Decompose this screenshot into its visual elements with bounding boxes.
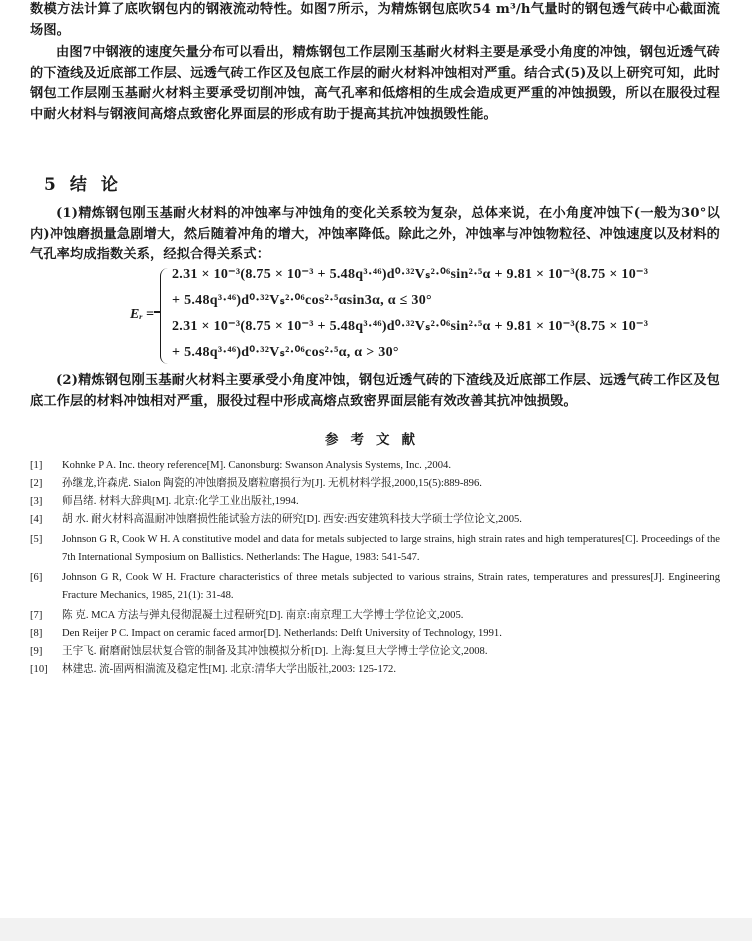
conclusion-item-1-text: (1)精炼钢包刚玉基耐火材料的冲蚀率与冲蚀角的变化关系较为复杂，总体来说，在小角度冲蚀下(一般为30°以内)冲蚀磨损量急剧增大，然后随着冲角的增大，冲蚀率降低。除此之外，冲蚀率与冲蚀物粒径、冲蚀速度以及材料的气孔率均成指数关系，经拟合得关系式： [30, 206, 720, 262]
conclusion-item-1 [30, 204, 720, 266]
erosion-rate-formula [118, 264, 718, 370]
reference-text: 陈 克. MCA 方法与弹丸侵彻混凝土过程研究[D]. 南京:南京理工大学博士学位论文,2005. [62, 610, 464, 621]
formula-brace-tip [154, 311, 161, 313]
conclusion-item-2-text: (2)精炼钢包刚玉基耐火材料主要承受小角度冲蚀，钢包近透气砖的下渣线及近底部工作层、远透气砖工作区及包底工作层的材料冲蚀相对严重，服役过程中形成高熔点致密界面层能有效改善其抗冲蚀损毁。 [30, 373, 720, 409]
reference-text: Johnson G R, Cook W H. A constitutive model and data for metals subjected to large strains, high strain rates and high temperatures[C]. Proceedings of the 7th International Symposium on Ballistics. Netherlands: The Hague, 1983: 541-547. [62, 534, 720, 563]
references-heading: 参考文献 [325, 432, 427, 448]
reference-item [30, 475, 720, 493]
reference-item [30, 661, 720, 679]
reference-item [30, 625, 720, 643]
reference-item [30, 531, 720, 567]
reference-text: 胡 水. 耐火材料高温耐冲蚀磨损性能试验方法的研究[D]. 西安:西安建筑科技大学硕士学位论文,2005. [62, 514, 522, 525]
reference-list [30, 457, 720, 679]
reference-text: 王宇飞. 耐磨耐蚀层状复合管的制备及其冲蚀模拟分析[D]. 上海:复旦大学博士学位论文,2008. [62, 646, 488, 657]
reference-number: [6] [30, 572, 43, 583]
body-paragraph-2 [30, 43, 720, 125]
formula-line-2: + 5.48q³·⁴⁶)d⁰·³²Vₛ²·⁰⁶cos²·⁵αsin3α, α ≤ 30° [172, 293, 432, 308]
section-number: 5 [44, 175, 56, 195]
reference-text: 孙继龙,许森虎. Sialon 陶瓷的冲蚀磨损及磨粒磨损行为[J]. 无机材料学报,2000,15(5):889-896. [62, 478, 482, 489]
reference-text: 师昌绪. 材料大辞典[M]. 北京:化学工业出版社,1994. [62, 496, 299, 507]
body-paragraph-1: 数模方法计算了底吹钢包内的钢液流动特性。如图7所示，为精炼钢包底吹54 m³/h气量时的钢包透气砖中心截面流场图。 [30, 2, 720, 38]
conclusion-item-2 [30, 371, 720, 412]
reference-number: [8] [30, 628, 43, 639]
formula-line-3: 2.31 × 10⁻³(8.75 × 10⁻³ + 5.48q³·⁴⁶)d⁰·³²Vₛ²·⁰⁶sin²·⁵α + 9.81 × 10⁻³(8.75 × 10⁻³ [172, 319, 649, 334]
page-footer-band [0, 918, 752, 941]
reference-number: [3] [30, 496, 43, 507]
reference-number: [10] [30, 664, 48, 675]
reference-item [30, 457, 720, 475]
reference-item [30, 511, 720, 529]
reference-number: [1] [30, 460, 43, 471]
reference-item [30, 569, 720, 605]
reference-item [30, 607, 720, 625]
reference-text: Johnson G R, Cook W H. Fracture characteristics of three metals subjected to various strains, Strain rates, temperatures and pressures[J]. Engineering Fracture Mechanics, 1985, 21(1): 31-48. [62, 572, 720, 601]
section-title: 结论 [69, 175, 132, 195]
reference-item [30, 643, 720, 661]
reference-text: Kohnke P A. Inc. theory reference[M]. Canonsburg: Swanson Analysis Systems, Inc. ,2004. [62, 460, 451, 471]
reference-number: [7] [30, 610, 43, 621]
reference-number: [5] [30, 534, 43, 545]
formula-lhs: Eᵣ = [130, 307, 154, 322]
reference-text: 林建忠. 流-固两相湍流及稳定性[M]. 北京:清华大学出版社,2003: 125-172. [62, 664, 396, 675]
body-paragraph-2-text: 由图7中钢液的速度矢量分布可以看出，精炼钢包工作层刚玉基耐火材料主要是承受小角度的冲蚀，钢包近透气砖的下渣线及近底部工作层、远透气砖工作区及包底工作层的耐火材料冲蚀相对严重。结合式(5)及以上研究可知，此时钢包工作层刚玉基耐火材料主要承受切削冲蚀，高气孔率和低熔相的生成会造成更严重的冲蚀损毁，所以在服役过程中耐火材料与钢液间高熔点致密化界面层的形成有助于提高其抗冲蚀损毁性能。 [30, 45, 720, 122]
formula-line-4: + 5.48q³·⁴⁶)d⁰·³²Vₛ²·⁰⁶cos²·⁵α, α > 30° [172, 345, 399, 360]
reference-number: [4] [30, 514, 43, 525]
reference-item [30, 493, 720, 511]
formula-line-1: 2.31 × 10⁻³(8.75 × 10⁻³ + 5.48q³·⁴⁶)d⁰·³²Vₛ²·⁰⁶sin²·⁵α + 9.81 × 10⁻³(8.75 × 10⁻³ [172, 267, 649, 282]
section-heading [44, 170, 132, 195]
reference-text: Den Reijer P C. Impact on ceramic faced armor[D]. Netherlands: Delft University of Technology, 1991. [62, 628, 502, 639]
reference-number: [2] [30, 478, 43, 489]
formula-brace [160, 268, 169, 364]
reference-number: [9] [30, 646, 43, 657]
